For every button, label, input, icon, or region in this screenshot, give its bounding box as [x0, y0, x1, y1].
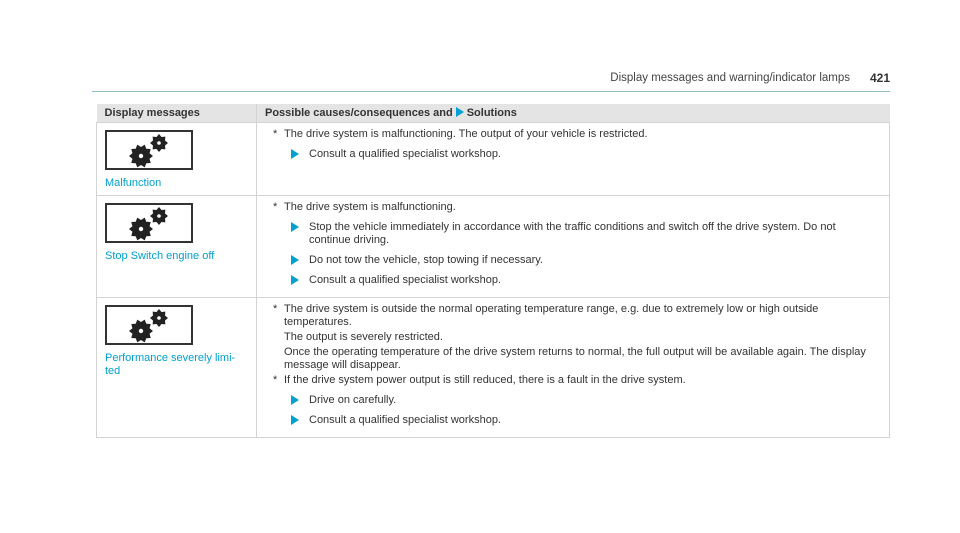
cause-text-content: The output is severely restricted.: [284, 331, 443, 343]
display-message-label: Malfunction: [105, 177, 162, 189]
col-header-causes: [257, 104, 890, 123]
solution-arrow-icon: [291, 395, 299, 405]
solution-arrow-icon: [291, 222, 299, 232]
page-header: [92, 64, 890, 92]
cause-text: [273, 346, 879, 372]
solution-step-text: Consult a qualified specialist workshop.: [309, 148, 501, 160]
cause-item: [273, 374, 879, 387]
solution-step: [273, 221, 879, 247]
cause-text-content: Once the operating temperature of the drive system returns to normal, the full output will be available again. The display message will disappear.: [284, 346, 866, 371]
causes-cell: [257, 298, 890, 438]
causes-cell: [257, 123, 890, 196]
solution-step-text: Drive on carefully.: [309, 394, 397, 406]
solution-step: [273, 274, 879, 287]
solution-step-text: Do not tow the vehicle, stop towing if necessary.: [309, 254, 543, 266]
solution-step-text: Consult a qualified specialist workshop.: [309, 274, 501, 286]
cause-text-content: The drive system is malfunctioning. The output of your vehicle is restricted.: [284, 128, 648, 140]
col-header-solutions-label: Solutions: [466, 107, 517, 119]
solution-arrow-icon: [291, 149, 299, 159]
solution-arrow-icon: [291, 255, 299, 265]
solution-step: [273, 148, 879, 161]
solution-step-text: Stop the vehicle immediately in accordance with the traffic conditions and switch off the drive system. Do not continue driving.: [309, 221, 836, 246]
solution-step: [273, 414, 879, 427]
cause-item: [273, 303, 879, 329]
solution-step: [273, 254, 879, 267]
display-message-label: Stop Switch engine off: [105, 250, 215, 262]
table-header-row: [97, 104, 890, 123]
solution-step: [273, 394, 879, 407]
cause-item: [273, 128, 879, 141]
message-cell: [97, 196, 257, 298]
cause-text-content: The drive system is outside the normal operating temperature range, e.g. due to extremely low or high outside temperatures.: [284, 303, 819, 328]
cause-item: [273, 201, 879, 214]
col-header-display-messages: Display messages: [97, 104, 257, 123]
table-row: [97, 196, 890, 298]
drive-system-gears-icon: [127, 206, 173, 242]
display-message-label: Performance severely limi-ted: [105, 352, 236, 377]
cause-bullet: *: [273, 303, 278, 315]
causes-cell: [257, 196, 890, 298]
messages-table: [96, 104, 890, 438]
message-cell: [97, 123, 257, 196]
cause-bullet: *: [273, 128, 278, 140]
table-body: [97, 123, 890, 438]
table-row: [97, 123, 890, 196]
drive-system-gears-icon: [127, 308, 173, 344]
solution-step-text: Consult a qualified specialist workshop.: [309, 414, 501, 426]
page-number: 421: [869, 71, 890, 85]
solution-arrow-icon: [291, 415, 299, 425]
cause-bullet: *: [273, 201, 278, 213]
solution-arrow-icon: [456, 107, 464, 117]
display-icon-frame: [105, 203, 193, 243]
cause-text: [273, 331, 879, 344]
drive-system-gears-icon: [127, 133, 173, 169]
display-icon-frame: [105, 305, 193, 345]
display-icon-frame: [105, 130, 193, 170]
message-cell: [97, 298, 257, 438]
solution-arrow-icon: [291, 275, 299, 285]
col-header-causes-label: Possible causes/consequences and: [265, 107, 453, 119]
cause-text-content: The drive system is malfunctioning.: [284, 201, 456, 213]
cause-bullet: *: [273, 374, 278, 386]
table-row: [97, 298, 890, 438]
cause-text-content: If the drive system power output is still reduced, there is a fault in the drive system.: [284, 374, 686, 386]
header-title: Display messages and warning/indicator lamps: [610, 72, 850, 84]
